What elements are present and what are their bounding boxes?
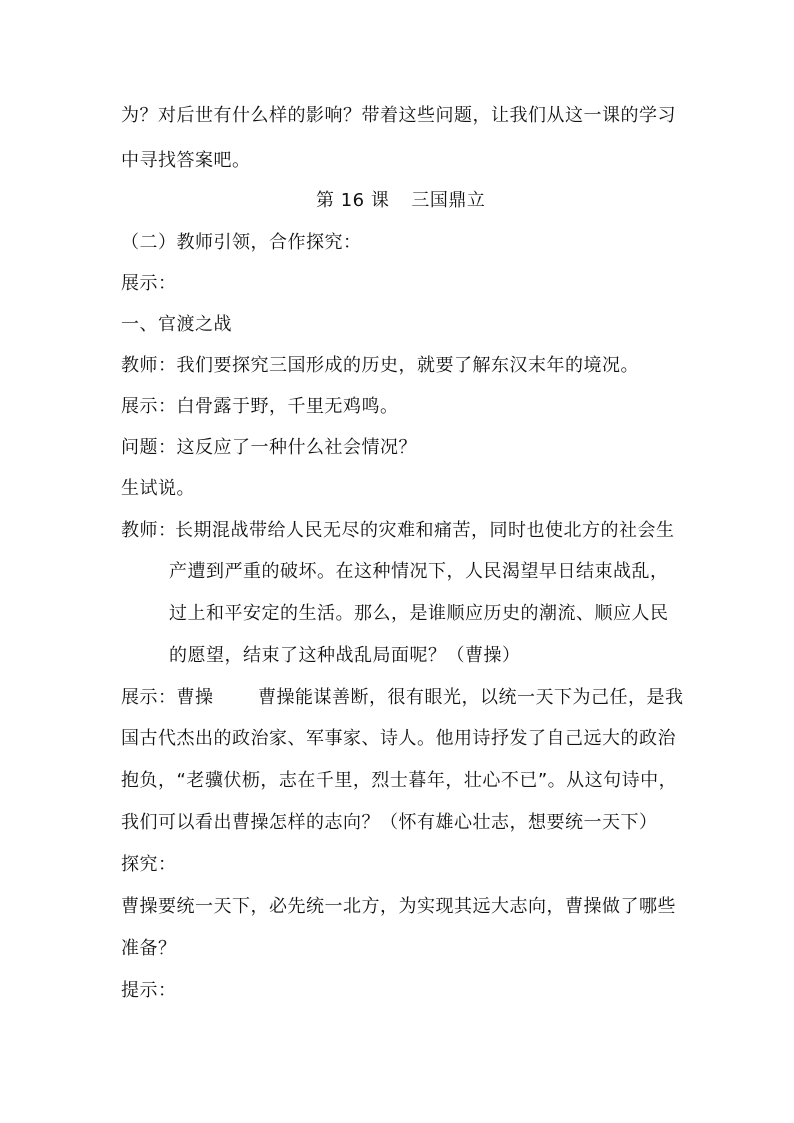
teacher-statement-1: 教师：我们要探究三国形成的历史，就要了解东汉末年的境况。 xyxy=(121,355,639,376)
show-caocao-line-2: 国古代杰出的政治家、军事家、诗人。他用诗抒发了自己远大的政治 xyxy=(121,728,676,749)
teacher-2-line-3: 过上和平安定的生活。那么，是谁顺应历史的潮流、顺应人民 xyxy=(169,603,669,624)
intro-line-1: 为？对后世有什么样的影响？带着这些问题，让我们从这一课的学习 xyxy=(121,105,676,126)
explore-label: 探究： xyxy=(121,854,177,875)
intro-line-2: 中寻找答案吧。 xyxy=(121,150,251,171)
explore-line-1: 曹操要统一天下，必先统一北方，为实现其远大志向，曹操做了哪些 xyxy=(121,896,676,917)
section-heading: （二）教师引领，合作探究： xyxy=(121,232,362,253)
student-response: 生试说。 xyxy=(121,478,195,499)
teacher-2-line-2: 产遭到严重的破坏。在这种情况下，人民渴望早日结束战乱， xyxy=(169,561,669,582)
teacher-label-2: 教师： xyxy=(121,520,177,541)
hint-label: 提示： xyxy=(121,980,177,1001)
show-caocao-label: 展示：曹操 xyxy=(121,687,214,708)
subheading-guandu: 一、官渡之战 xyxy=(121,314,232,335)
show-caocao-line-4: 我们可以看出曹操怎样的志向？（怀有雄心壮志，想要统一天下） xyxy=(121,812,658,833)
lesson-name: 三国鼎立 xyxy=(411,190,486,211)
explore-line-2: 准备？ xyxy=(121,938,177,959)
show-caocao-line-1: 曹操能谋善断，很有眼光，以统一天下为己任，是我 xyxy=(258,687,684,708)
teacher-2-line-1: 长期混战带给人民无尽的灾难和痛苦，同时也使北方的社会生 xyxy=(175,520,675,541)
show-label: 展示： xyxy=(121,273,177,294)
teacher-2-line-4: 的愿望，结束了这种战乱局面呢？（曹操） xyxy=(169,645,521,666)
question-1: 问题：这反应了一种什么社会情况？ xyxy=(121,437,417,458)
lesson-title xyxy=(316,189,485,213)
show-caocao-line-3: 抱负，“老骥伏枥，志在千里，烈士暮年，壮心不已”。从这句诗中， xyxy=(121,770,678,791)
show-quote: 展示：白骨露于野，千里无鸡鸣。 xyxy=(121,396,399,417)
lesson-number: 第 16 课 xyxy=(316,190,390,211)
